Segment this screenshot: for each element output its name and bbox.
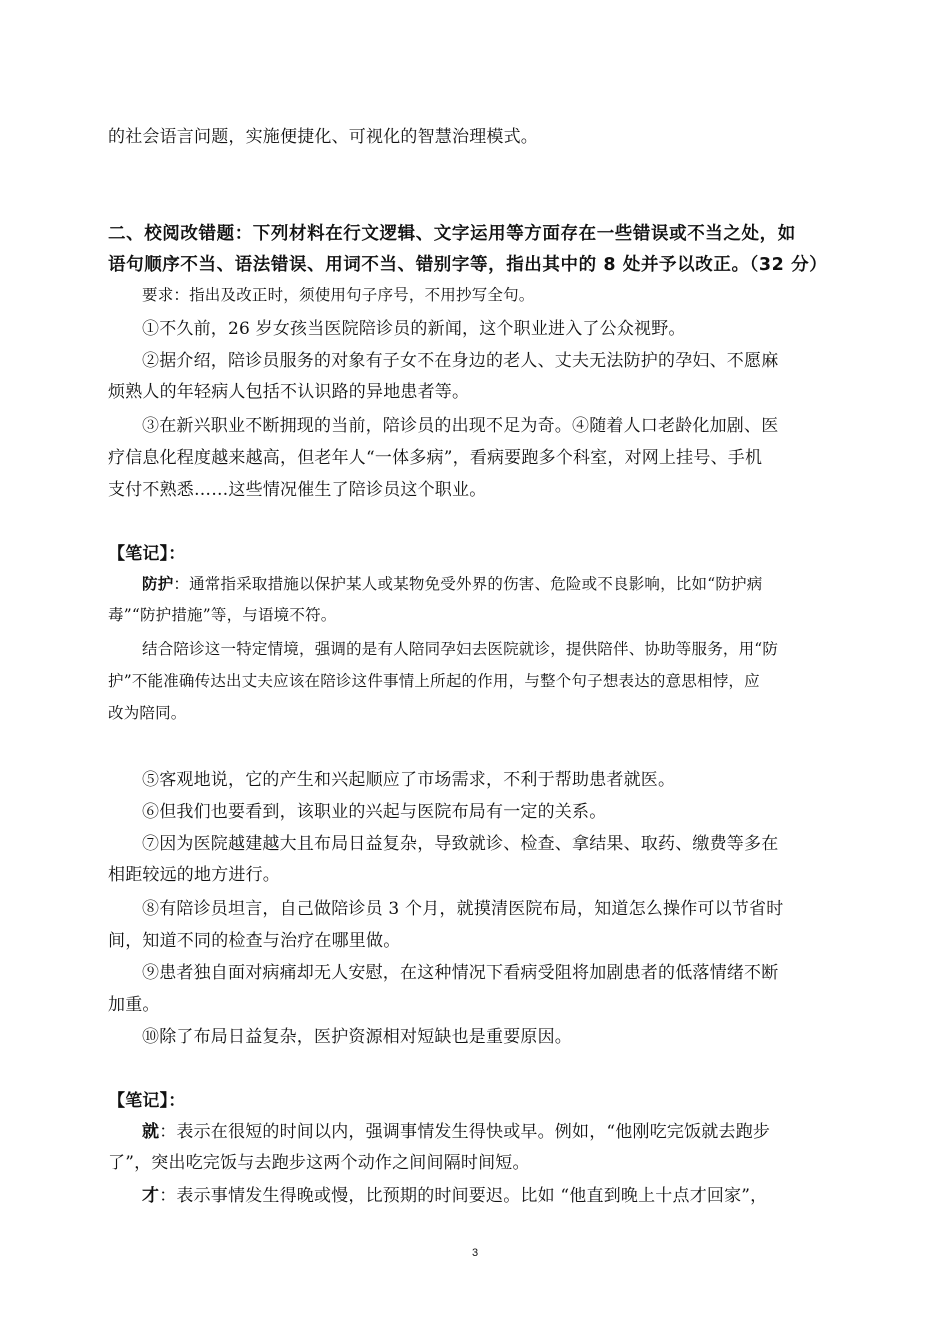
sentence-1: ①不久前，26 岁女孩当医院陪诊员的新闻，这个职业进入了公众视野。: [142, 319, 686, 339]
note2-cai-line1: [142, 1181, 848, 1206]
sentence-8-line1: ⑧有陪诊员坦言，自己做陪诊员 3 个月，就摸清医院布局，知道怎么操作可以节省时: [142, 899, 784, 919]
sentence-3-line2: 疗信息化程度越来越高，但老年人“一体多病”，看病要跑多个科室，对网上挂号、手机: [108, 448, 763, 468]
section-title-line2: 语句顺序不当、语法错误、用词不当、错别字等，指出其中的 8 处并予以改正。（32 分）: [108, 255, 828, 275]
sentence-7-line1: ⑦因为医院越建越大且布局日益复杂，导致就诊、检查、拿结果、取药、缴费等多在: [142, 834, 779, 854]
sentence-8-line2: 间，知道不同的检查与治疗在哪里做。: [108, 931, 401, 951]
note1-paragraph2-line3: 改为陪同。: [108, 704, 187, 722]
sentence-6: ⑥但我们也要看到，该职业的兴起与医院布局有一定的关系。: [142, 802, 607, 822]
note2-jiu-line1: [142, 1117, 848, 1142]
note2-cai-text: ：表示事情发生得晚或慢，比预期的时间要迟。比如 “他直到晚上十点才回家”，: [159, 1186, 768, 1206]
note1-paragraph2-line1: 结合陪诊这一特定情境，强调的是有人陪同孕妇去医院就诊，提供陪伴、协助等服务，用“防: [142, 640, 779, 658]
page-number: 3: [471, 1247, 479, 1259]
note2-jiu-line2: 了”，突出吃完饭与去跑步这两个动作之间间隔时间短。: [108, 1153, 530, 1173]
sentence-5: ⑤客观地说，它的产生和兴起顺应了市场需求，不利于帮助患者就医。: [142, 770, 676, 790]
sentence-7-line2: 相距较远的地方进行。: [108, 865, 280, 885]
term-fanghu: 防护: [142, 575, 174, 593]
note-header-1: 【笔记】：: [108, 544, 186, 564]
sentence-9-line2: 加重。: [108, 995, 160, 1015]
carryover-line: 的社会语言问题，实施便捷化、可视化的智慧治理模式。: [108, 127, 538, 147]
requirement-text: 要求：指出及改正时，须使用句子序号，不用抄写全句。: [142, 286, 535, 304]
term-cai: 才: [142, 1186, 160, 1206]
sentence-3-line1: ③在新兴职业不断拥现的当前，陪诊员的出现不足为奇。④随着人口老龄化加剧、医: [142, 416, 779, 436]
note1-paragraph1-line2: 毒”“防护措施”等，与语境不符。: [108, 606, 337, 624]
note1-paragraph1-line1: [142, 572, 848, 594]
sentence-2-line2: 烦熟人的年轻病人包括不认识路的异地患者等。: [108, 382, 470, 402]
term-jiu: 就: [142, 1122, 160, 1142]
note2-jiu-text: ：表示在很短的时间以内，强调事情发生得快或早。例如，“他刚吃完饭就去跑步: [159, 1122, 771, 1142]
sentence-9-line1: ⑨患者独自面对病痛却无人安慰，在这种情况下看病受阻将加剧患者的低落情绪不断: [142, 963, 779, 983]
sentence-10: ⑩除了布局日益复杂，医护资源相对短缺也是重要原因。: [142, 1027, 572, 1047]
note-header-2: 【笔记】：: [108, 1091, 186, 1111]
sentence-2-line1: ②据介绍，陪诊员服务的对象有子女不在身边的老人、丈夫无法防护的孕妇、不愿麻: [142, 351, 779, 371]
note1-paragraph2-line2: 护”不能准确传达出丈夫应该在陪诊这件事情上所起的作用，与整个句子想表达的意思相悖，应: [108, 672, 760, 690]
sentence-3-line3: 支付不熟悉……这些情况催生了陪诊员这个职业。: [108, 480, 487, 500]
note1-p1-text: ：通常指采取措施以保护某人或某物免受外界的伤害、危险或不良影响，比如“防护病: [173, 575, 763, 593]
section-title-line1: 二、校阅改错题：下列材料在行文逻辑、文字运用等方面存在一些错误或不当之处，如: [108, 224, 796, 244]
